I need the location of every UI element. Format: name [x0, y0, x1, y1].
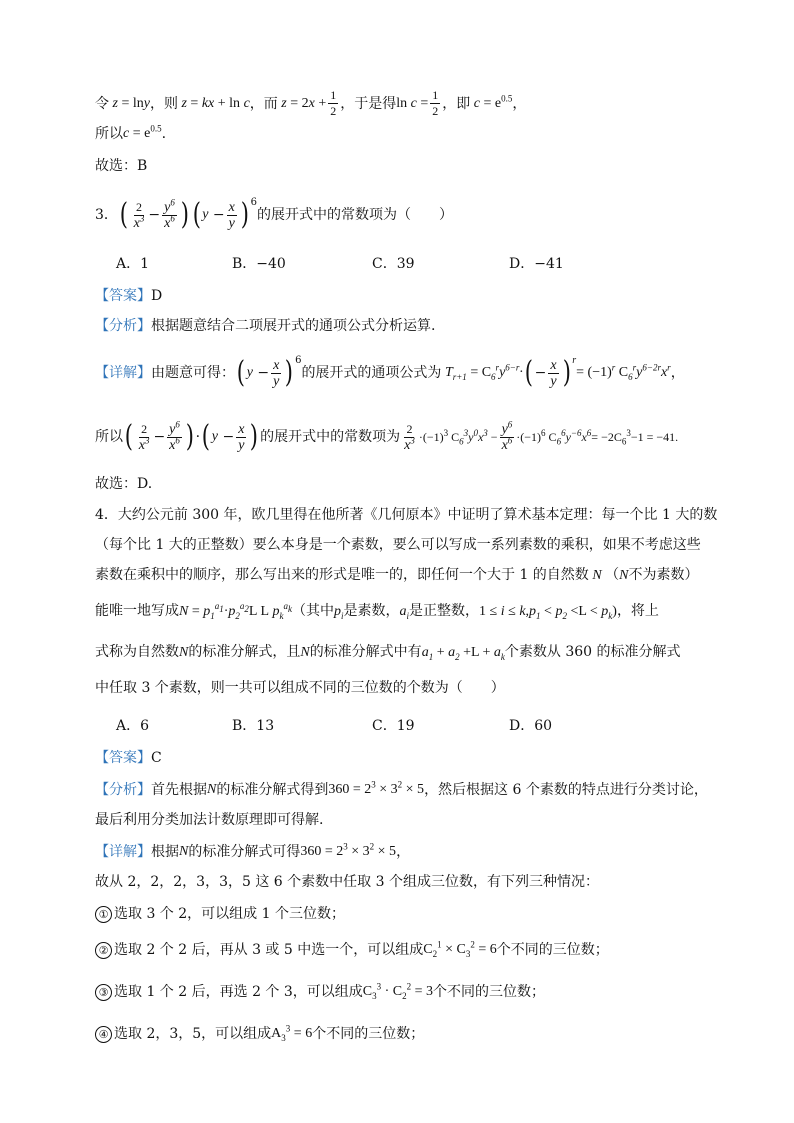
fraction: $\frac{x}{y}$ — [228, 199, 235, 231]
option-c[interactable]: C．19 — [372, 718, 415, 734]
fraction: $\frac{2}{x^3}$ — [404, 421, 415, 453]
intro-line-1 — [95, 88, 526, 119]
option-d[interactable]: D．60 — [509, 718, 553, 734]
text: 的展开式中的常数项为（ ） — [256, 207, 453, 223]
text: 的标准分解式，且 — [188, 644, 301, 660]
fraction: $\frac{x}{y}$ — [273, 357, 280, 389]
text: 大约公元前 300 年，欧几里得在他所著《几何原本》中证明了算术基本定理：每一个比 1 大的数 — [117, 507, 718, 523]
question-number: 3． — [95, 207, 118, 223]
text: 是正整数， — [409, 603, 480, 619]
answer-tag: 【答案】 — [95, 288, 151, 304]
fraction: $\frac{x}{y}$ — [238, 421, 245, 453]
text: . — [161, 126, 167, 142]
text: 的标准分解式中有 — [309, 644, 422, 660]
math: $360 = 2^3 \times 3^2 \times 5$ — [300, 841, 397, 859]
math: $C_3^3 \cdot C_2^2 = 3$ — [362, 981, 434, 1001]
math: z = lny — [109, 95, 150, 111]
text: 首先根据 — [151, 782, 207, 798]
q3-answer — [95, 286, 162, 306]
text: 选取 3 个 2，可以组成 1 个三位数； — [114, 906, 345, 922]
text: 不为素数） — [628, 567, 699, 583]
q3-detail: 【详解】 由题意可得： ( y − $\frac{x}{y}$ ) $^6$ 的展开式的通项公式为 $T_{r+1} = C_6^ry^{6-r}\cdot$ ( − $\frac{x}{y}$ ) $^r$ = $(-1)^r$ $C_6^ry^{6-2r}x^r$ ， — [95, 355, 685, 390]
text: 根据 — [151, 844, 179, 860]
q3-analysis — [95, 316, 435, 336]
analysis-tag: 【分析】 — [95, 782, 151, 798]
fraction: $\frac{2}{x^3}$ — [138, 421, 150, 453]
answer-value: D — [151, 288, 163, 304]
text: 中任取 3 个素数，则一共可以组成不同的三位数的个数为（ ） — [95, 680, 505, 696]
text: 素数在乘积中的顺序，那么写出来的形式是唯一的，即任何一个大于 1 的自然数 — [95, 567, 589, 583]
option-a[interactable]: A．6 — [116, 718, 150, 734]
answer-tag: 【答案】 — [95, 750, 151, 766]
q3-conclusion: 所以 ( $\frac{2}{x^3}$ − $\frac{y^6}{x^6}$ ) · ( y − $\frac{x}{y}$ ) 的展开式中的常数项为 $\frac{2}{x^3}$ $\cdot(-1)^3$ $C_6^3y^0x^3$ − $\frac{y^6}{x^6}$ $\cdot(-1)^6$ $C_6^6y^{-6}x^6$ = $-2C_6^3-1 = -41$. — [95, 418, 679, 454]
text: （每个比 1 大的正整数）要么本身是一个素数，要么可以写成一系列素数的乘积，如果不考虑这些 — [95, 537, 701, 553]
text: 个素数从 360 的标准分解式 — [504, 644, 681, 660]
fraction: $\frac{1}{2}$ — [432, 88, 439, 118]
fraction: $\frac{y^6}{x^6}$ — [501, 418, 513, 453]
q4-detail: 【详解】 根据 N 的标准分解式可得 $360 = 2^3 \times 3^2 \times 5$ ， — [95, 841, 411, 860]
q4-analysis-2: 最后利用分类加法计数原理即可得解. — [95, 812, 324, 828]
circled-number: ② — [95, 942, 112, 959]
text: ，于是得 — [340, 95, 397, 112]
fraction: $\frac{x}{y}$ — [550, 357, 557, 389]
text: 的标准分解式得到 — [216, 782, 329, 798]
detail-tag: 【详解】 — [95, 844, 151, 860]
text: 是素数， — [343, 603, 400, 619]
text: 的展开式的通项公式为 — [301, 365, 442, 381]
math: $c = e^{0.5}$ — [123, 123, 162, 141]
q4-case-3 — [95, 982, 545, 1002]
math: z = 2x + — [277, 95, 327, 111]
text: （其中 — [292, 603, 335, 619]
text: 个不同的三位数； — [433, 984, 546, 1000]
analysis-tag: 【分析】 — [95, 318, 151, 334]
math: ln c = — [396, 95, 429, 111]
text: ， — [670, 365, 685, 381]
option-c[interactable]: C．39 — [372, 256, 415, 272]
text: 所以 — [95, 429, 123, 445]
q4-analysis: 【分析】 首先根据 N 的标准分解式得到 $360 = 2^3 \times 3^2 \times 5$ ，然后根据这 6 个素数的特点进行分类讨论， — [95, 779, 708, 798]
text: 个不同的三位数； — [496, 942, 609, 958]
q4-answer — [95, 748, 162, 768]
text: 令 — [95, 95, 109, 112]
q4-case-2 — [95, 940, 609, 960]
text: 式称为自然数 — [95, 644, 179, 660]
fraction: $\frac{1}{2}$ — [330, 88, 337, 118]
text: 能唯一地写成 — [95, 603, 179, 619]
text: ，则 — [149, 95, 178, 112]
math: $T_{r+1} = C_6^ry^{6-r}\cdot$ — [441, 362, 523, 382]
q3-stem: 3． ( $\frac{2}{x^3}$ − $\frac{y^6}{x^6}$ ) ( y − $\frac{x}{y}$ ) $^6$ 的展开式中的常数项为（ ） — [95, 196, 453, 232]
text: 根据题意结合二项展开式的通项公式分析运算. — [151, 318, 436, 334]
option-d[interactable]: D．−41 — [509, 256, 564, 272]
text: ， — [512, 95, 527, 112]
q4-case-4 — [95, 1024, 424, 1044]
option-a[interactable]: A．1 — [116, 256, 150, 272]
text: 个不同的三位数； — [312, 1026, 425, 1042]
option-b[interactable]: B．−40 — [232, 256, 286, 272]
math: = $-2C_6^3-1 = -41$. — [591, 428, 679, 447]
fraction: $\frac{y^6}{x^6}$ — [164, 196, 175, 231]
answer-value: C — [151, 750, 162, 766]
text: 的标准分解式可得 — [188, 844, 301, 860]
math: z = kx + ln c — [177, 95, 250, 111]
math: $\cdot(-1)^3$ $C_6^3y^0x^3$ − — [418, 428, 498, 447]
q3-choose: 故选：D. — [95, 476, 153, 492]
question-number: 4． — [95, 507, 118, 523]
fraction: $\frac{2}{x^3}$ — [133, 199, 145, 231]
math: $\cdot(-1)^6$ $C_6^6y^{-6}x^6$ — [516, 428, 592, 447]
intro-line-3: 故选：B — [95, 158, 148, 174]
q4-case-1 — [95, 904, 345, 924]
text: ，将上 — [616, 603, 659, 619]
math: $C_2^1 \times C_3^2 = 6$ — [423, 939, 497, 959]
text: 所以 — [95, 126, 123, 142]
option-b[interactable]: B．13 — [232, 718, 275, 734]
text: ，然后根据这 6 个素数的特点进行分类讨论， — [424, 782, 708, 798]
circled-number: ④ — [95, 1026, 112, 1043]
text: ，即 — [442, 95, 471, 112]
text: 由题意可得： — [151, 365, 235, 381]
q4-stem: 4．大约公元前 300 年，欧几里得在他所著《几何原本》中证明了算术基本定理：每一个比 1 大的数 （每个比 1 大的正整数）要么本身是一个素数，要么可以写成一系列素数的乘积，如果不考虑这些 素数在乘积中的顺序，那么写出来的形式是唯一的，即任何一个大于 1 的自然数 N （N不为素数） 能唯一地写成$N = p_1^{a_1}\cdot p_2^{a_2}L$ L $p_k^{a_k}$（其中$p_i$是素数，$a_i$是正整数，$1 \le i \le k,p_1 < p_2 <L < p_k$)，将上 式称为自然数N的标准分解式，且N的标准分解式中有$a_1 + a_2 +L + a_k$个素数从 360 的标准分解式 中任取 3 个素数，则一共可以组成不同的三位数的个数为（ ） — [95, 500, 705, 703]
text: 选取 2 个 2 后，再从 3 或 5 中选一个，可以组成 — [114, 942, 424, 958]
math: = $(-1)^r$ $C_6^ry^{6-2r}x^r$ — [576, 362, 671, 382]
fraction: $\frac{y^6}{x^6}$ — [169, 418, 180, 453]
intro-line-2 — [95, 124, 166, 144]
detail-tag: 【详解】 — [95, 365, 151, 381]
q4-cases-intro: 故从 2，2，2，3，3，5 这 6 个素数中任取 3 个组成三位数，有下列三种情况： — [95, 874, 599, 890]
math: $360 = 2^3 \times 3^2 \times 5$ — [328, 779, 425, 797]
text: 选取 2，3，5，可以组成 — [114, 1026, 272, 1042]
text: ， — [396, 844, 411, 860]
math: $A_3^3 = 6$ — [271, 1023, 313, 1043]
text: ，而 — [249, 95, 278, 112]
circled-number: ① — [95, 906, 112, 923]
math: $c = e^{0.5}$ — [470, 92, 513, 111]
text: 的展开式中的常数项为 — [260, 429, 401, 445]
text: 选取 1 个 2 后，再选 2 个 3，可以组成 — [114, 984, 363, 1000]
circled-number: ③ — [95, 984, 112, 1001]
